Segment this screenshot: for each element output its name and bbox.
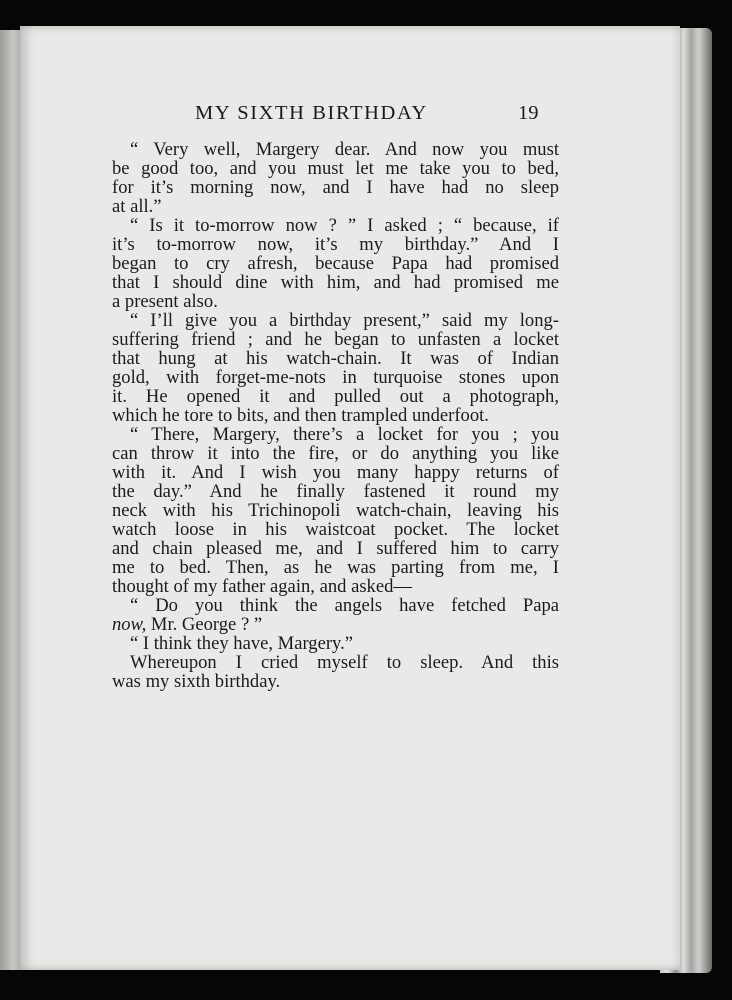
running-head (20, 102, 680, 132)
text-line: suffering friend ; and he began to unfasten a locket (112, 329, 559, 350)
body-text (112, 140, 559, 691)
text-line: with it. And I wish you many happy returns of (112, 462, 559, 483)
text-line: thought of my father again, and asked— (112, 576, 412, 597)
page-number: 19 (518, 102, 539, 124)
left-page-edge (0, 30, 22, 970)
text-line: “ Very well, Margery dear. And now you must (130, 139, 559, 160)
text-line: at all.” (112, 196, 162, 217)
text-line: neck with his Trichinopoli watch-chain, leaving his (112, 500, 559, 521)
text-line: that hung at his watch-chain. It was of Indian (112, 348, 559, 369)
text-line: “ I think they have, Margery.” (130, 633, 354, 654)
text-line: me to bed. Then, as he was parting from me, I (112, 557, 559, 578)
text-line: can throw it into the fire, or do anything you like (112, 443, 559, 464)
text-line: “ Do you think the angels have fetched Papa (130, 595, 559, 616)
running-title: MY SIXTH BIRTHDAY (195, 102, 428, 124)
text-line: was my sixth birthday. (112, 671, 281, 692)
text-line: it’s to-morrow now, it’s my birthday.” And I (112, 234, 559, 255)
text-line: a present also. (112, 291, 218, 312)
text-line: gold, with forget-me-nots in turquoise stones upon (112, 367, 559, 388)
text-line: “ There, Margery, there’s a locket for you ; you (130, 424, 559, 445)
text-line: “ I’ll give you a birthday present,” said my long- (130, 310, 559, 331)
text-line: began to cry afresh, because Papa had promised (112, 253, 559, 274)
text-line (112, 615, 559, 634)
text-line: “ Is it to-morrow now ? ” I asked ; “ because, if (130, 215, 559, 236)
text-line: the day.” And he finally fastened it round my (112, 481, 559, 502)
text-line: which he tore to bits, and then trampled underfoot. (112, 405, 489, 426)
italic-word: now, (112, 614, 147, 635)
page (20, 26, 680, 970)
text-line: and chain pleased me, and I suffered him to carry (112, 538, 559, 559)
text-line: it. He opened it and pulled out a photograph, (112, 386, 559, 407)
text-line: Whereupon I cried myself to sleep. And this (130, 652, 559, 673)
text-line-rest: Mr. George ? ” (146, 614, 263, 635)
text-line: be good too, and you must let me take you to bed, (112, 158, 559, 179)
text-line: that I should dine with him, and had promised me (112, 272, 559, 293)
text-line: for it’s morning now, and I have had no sleep (112, 177, 559, 198)
text-line: watch loose in his waistcoat pocket. The locket (112, 519, 559, 540)
